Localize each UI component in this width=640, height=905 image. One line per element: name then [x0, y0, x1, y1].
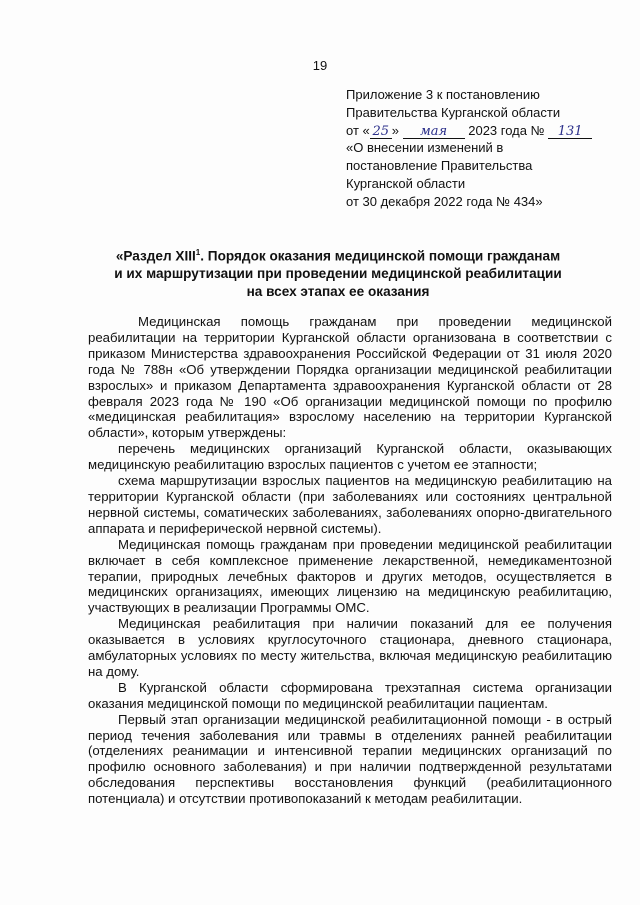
paragraph: Медицинская помощь гражданам при проведении медицинской реабилитации включает в себя комплексное применение лекарственной, немедикаментозной терапии, природных лечебных факторов и других методов, осуществляется в медицинских организациях, имеющих лицензию на медицинскую реабилитацию, участвующих в реализации Программы ОМС. [88, 536, 612, 616]
section-title [80, 244, 596, 300]
appendix-line-4: «О внесении изменений в [346, 140, 504, 156]
handwritten-month: мая [403, 125, 465, 139]
date-mid: » [391, 122, 399, 138]
paragraph: Медицинская помощь гражданам при проведении медицинской реабилитации на территории Курганской области организована в соответствии с приказом Министерства здравоохранения Российской Федерации от 31 июля 2020 года № 788н «Об утверждении Порядка организации медицинской реабилитации взрослых» и приказом Департамента здравоохранения Курганской области от 28 февраля 2023 года № 190 «Об организации медицинской помощи по профилю «медицинская реабилитация» взрослому населению на территории Курганской области», которым утверждены: [88, 314, 612, 441]
year-text: 2023 года № [468, 122, 545, 138]
handwritten-day: 25 [370, 125, 392, 139]
title-line-2: и их маршрутизации при проведении медицинской реабилитации [114, 266, 562, 282]
paragraph: В Курганской области сформирована трехэтапная система организации оказания медицинской помощи по медицинской реабилитации пациентам. [88, 679, 612, 711]
appendix-date-line [346, 122, 616, 140]
appendix-line-6: Курганской области [346, 175, 466, 191]
appendix-line-5: постановление Правительства [346, 158, 533, 174]
appendix-line-7: от 30 декабря 2022 года № 434» [346, 193, 543, 209]
title-superscript: 1 [195, 248, 201, 257]
paragraph: Первый этап организации медицинской реабилитационной помощи - в острый период течения заболевания или травмы в отделениях ранней реабилитации (отделениях реанимации и интенсивной терапии медицинских организаций по профилю основного заболевания) и при наличии подтвержденной результатами обследования перспективы восстановления функций (реабилитационного потенциала) и отсутствии противопоказаний к методам реабилитации. [88, 711, 612, 807]
page-number: 19 [312, 58, 328, 73]
paragraph: Медицинская реабилитация при наличии показаний для ее получения оказывается в условиях круглосуточного стационара, дневного стационара, амбулаторных условиях по месту жительства, включая медицинскую реабилитацию на дому. [88, 616, 612, 679]
title-prefix: «Раздел XIII [115, 248, 196, 264]
title-line-3: на всех этапах ее оказания [246, 283, 430, 299]
paragraph: схема маршрутизации взрослых пациентов на медицинскую реабилитацию на территории Курганской области (при заболеваниях или состояниях центральной нервной системы, соматических заболеваниях, заболеваниях опорно-двигательного аппарата и периферической нервной системы). [88, 473, 612, 536]
paragraph: перечень медицинских организаций Курганской области, оказывающих медицинскую реабилитацию взрослых пациентов с учетом ее этапности; [88, 441, 612, 473]
title-line-1 [80, 244, 596, 265]
document-body [88, 314, 612, 807]
appendix-line-2: Правительства Курганской области [346, 104, 561, 120]
handwritten-number: 131 [548, 125, 592, 139]
date-prefix: от « [346, 122, 370, 138]
title-suffix: . Порядок оказания медицинской помощи гражданам [200, 248, 561, 264]
appendix-header [346, 86, 616, 211]
appendix-line-1: Приложение 3 к постановлению [346, 87, 540, 102]
